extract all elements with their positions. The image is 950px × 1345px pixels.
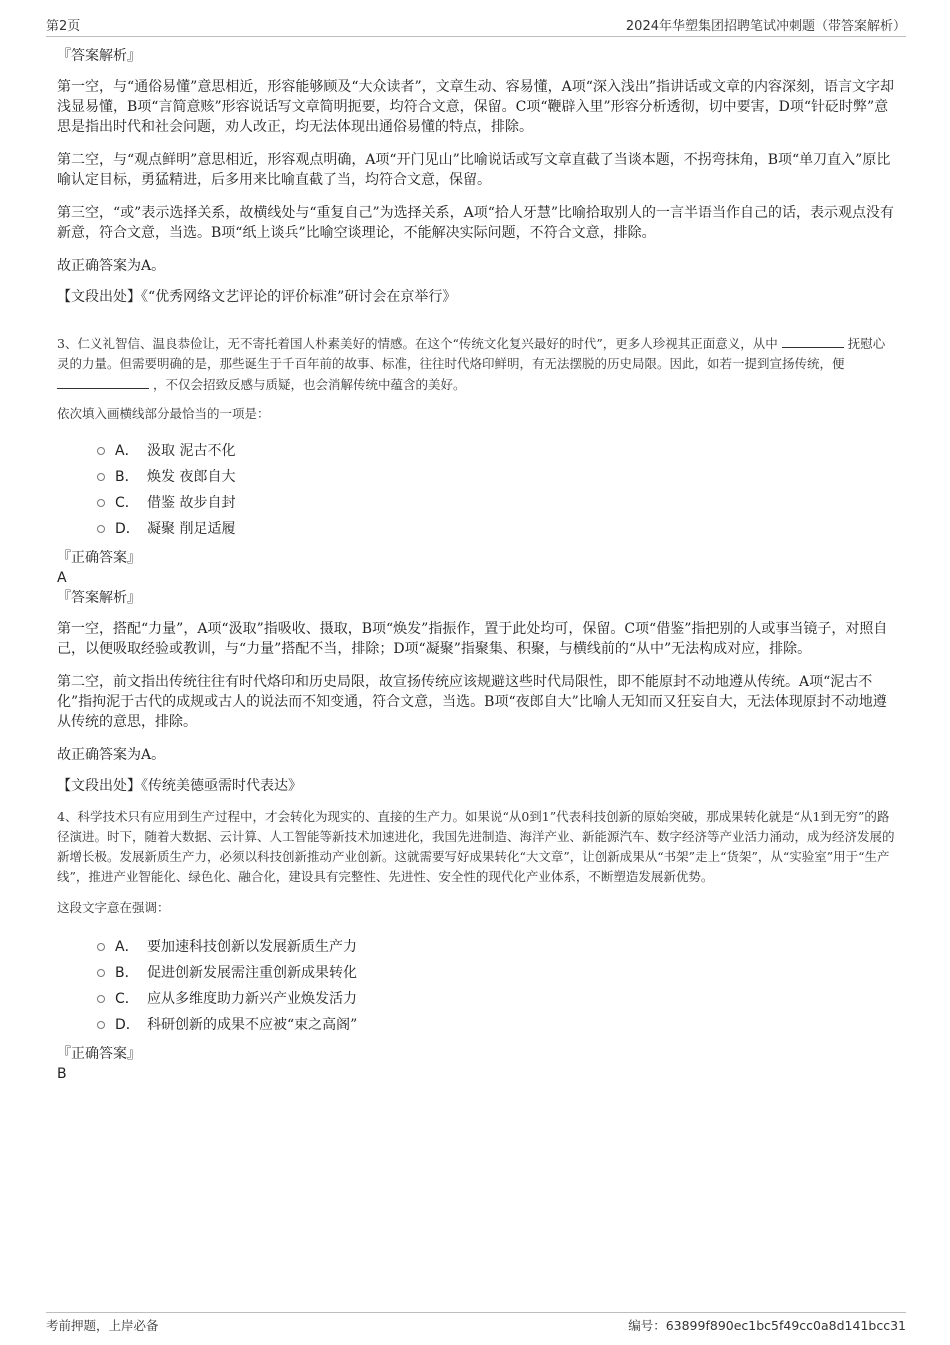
q3-source: 【文段出处】《传统美德亟需时代表达》 <box>57 778 302 794</box>
radio-icon[interactable] <box>97 525 105 533</box>
q3-conclusion: 故正确答案为A。 <box>57 747 166 763</box>
q3-blank-2 <box>57 374 149 389</box>
q3-analysis-label: 『答案解析』 <box>57 590 141 606</box>
q3-analysis-p1: 第一空，搭配“力量”，A项“汲取”指吸收、摄取，B项“焕发”指振作，置于此处均可，保留。C项“借鉴”指把别的人或事当镜子，对照自己，以便吸取经验或教训，与“力量”搭配不当，排除；D项“凝聚”指聚集、积聚，与横线前的“从中”无法构成对应，排除。 <box>57 621 888 657</box>
page-number: 第2页 <box>46 19 81 34</box>
q3-text-part-c: ，不仅会招致反感与质疑，也会消解传统中蕴含的美好。 <box>152 377 466 392</box>
q3-answer-label: 『正确答案』 <box>57 550 141 566</box>
q3-prompt: 依次填入画横线部分最恰当的一项是： <box>57 406 270 421</box>
q2-analysis-label: 『答案解析』 <box>57 48 141 64</box>
radio-icon[interactable] <box>97 995 105 1003</box>
radio-icon[interactable] <box>97 943 105 951</box>
footer-slogan: 考前押题，上岸必备 <box>46 1318 159 1333</box>
q3-text-part-a: 3、仁义礼智信、温良恭俭让，无不寄托着国人朴素美好的情感。在这个“传统文化复兴最好的时代”，更多人珍视其正面意义，从中 <box>57 336 778 351</box>
q3-option-b[interactable]: B． 焕发 夜郎自大 <box>97 464 895 490</box>
q2-analysis-p1: 第一空，与“通俗易懂”意思相近，形容能够顾及“大众读者”，文章生动、容易懂，A项“深入浅出”指讲话或文章的内容深刻，语言文字却浅显易懂，B项“言简意赅”形容说话写文章简明扼要，均符合文意，保留。C项“鞭辟入里”形容分析透彻，切中要害，D项“针砭时弊”意思是指出时代和社会问题，劝人改正，均无法体现出通俗易懂的特点，排除。 <box>57 79 895 135</box>
q4-option-d[interactable]: D． 科研创新的成果不应被“束之高阁” <box>97 1012 895 1038</box>
q3-options <box>97 438 895 542</box>
radio-icon[interactable] <box>97 1021 105 1029</box>
q4-answer: B <box>57 1066 67 1082</box>
radio-icon[interactable] <box>97 969 105 977</box>
q3-text-part-b: 抚慰心灵的力量。但需要明确的是，那些诞生于千百年前的故事、标准，往往时代烙印鲜明，有无法摆脱的历史局限。因此，如若一提到宣扬传统，便 <box>57 336 886 371</box>
q2-source: 【文段出处】《“优秀网络文艺评论的评价标准”研讨会在京举行》 <box>57 289 457 305</box>
q3-option-a[interactable]: A． 汲取 泥古不化 <box>97 438 895 464</box>
q2-analysis-p3: 第三空，“或”表示选择关系，故横线处与“重复自己”为选择关系，A项“拾人牙慧”比喻拾取别人的一言半语当作自己的话，表示观点没有新意，符合文意，当选。B项“纸上谈兵”比喻空谈理论，不能解决实际问题，不符合文意，排除。 <box>57 205 895 241</box>
q2-analysis-p2: 第二空，与“观点鲜明”意思相近，形容观点明确，A项“开门见山”比喻说话或写文章直截了当谈本题，不拐弯抹角，B项“单刀直入”原比喻认定目标，勇猛精进，后多用来比喻直截了当，均符合文意，保留。 <box>57 152 891 188</box>
document-id: 编号：63899f890ec1bc5f49cc0a8d141bcc31 <box>628 1318 906 1333</box>
q4-option-a[interactable]: A． 要加速科技创新以发展新质生产力 <box>97 934 895 960</box>
q3-question-text <box>57 333 895 395</box>
radio-icon[interactable] <box>97 499 105 507</box>
q3-option-d[interactable]: D． 凝聚 削足适履 <box>97 516 895 542</box>
q4-option-b[interactable]: B． 促进创新发展需注重创新成果转化 <box>97 960 895 986</box>
q4-prompt: 这段文字意在强调： <box>57 900 170 915</box>
q4-answer-label: 『正确答案』 <box>57 1046 141 1062</box>
q2-conclusion: 故正确答案为A。 <box>57 258 166 274</box>
page-footer <box>46 1312 906 1333</box>
page-header <box>46 12 906 37</box>
q3-answer: A <box>57 570 67 586</box>
radio-icon[interactable] <box>97 447 105 455</box>
q3-analysis-p2: 第二空，前文指出传统往往有时代烙印和历史局限，故宣扬传统应该规避这些时代局限性，即不能原封不动地遵从传统。A项“泥古不化”指拘泥于古代的成规或古人的说法而不知变通，符合文意，当选。B项“夜郎自大”比喻人无知而又狂妄自大，无法体现原封不动地遵从传统的意思，排除。 <box>57 674 887 730</box>
q3-option-c[interactable]: C． 借鉴 故步自封 <box>97 490 895 516</box>
page-content <box>57 46 895 1084</box>
q4-options <box>97 934 895 1038</box>
q4-option-c[interactable]: C． 应从多维度助力新兴产业焕发活力 <box>97 986 895 1012</box>
q3-blank-1 <box>782 333 844 348</box>
q4-question-text: 4、科学技术只有应用到生产过程中，才会转化为现实的、直接的生产力。如果说“从0到1”代表科技创新的原始突破，那成果转化就是“从1到无穷”的路径演进。时下，随着大数据、云计算、人工智能等新技术加速进化，我国先进制造、海洋产业、新能源汽车、数字经济等产业活力涌动，成为经济发展的新增长极。发展新质生产力，必须以科技创新推动产业创新。这就需要写好成果转化“大文章”，让创新成果从“书架”走上“货架”，从“实验室”用于“生产线”，推进产业智能化、绿色化、融合化，建设具有完整性、先进性、安全性的现代化产业体系，不断塑造发展新优势。 <box>57 809 895 884</box>
radio-icon[interactable] <box>97 473 105 481</box>
document-title: 2024年华塑集团招聘笔试冲刺题（带答案解析） <box>625 19 906 34</box>
